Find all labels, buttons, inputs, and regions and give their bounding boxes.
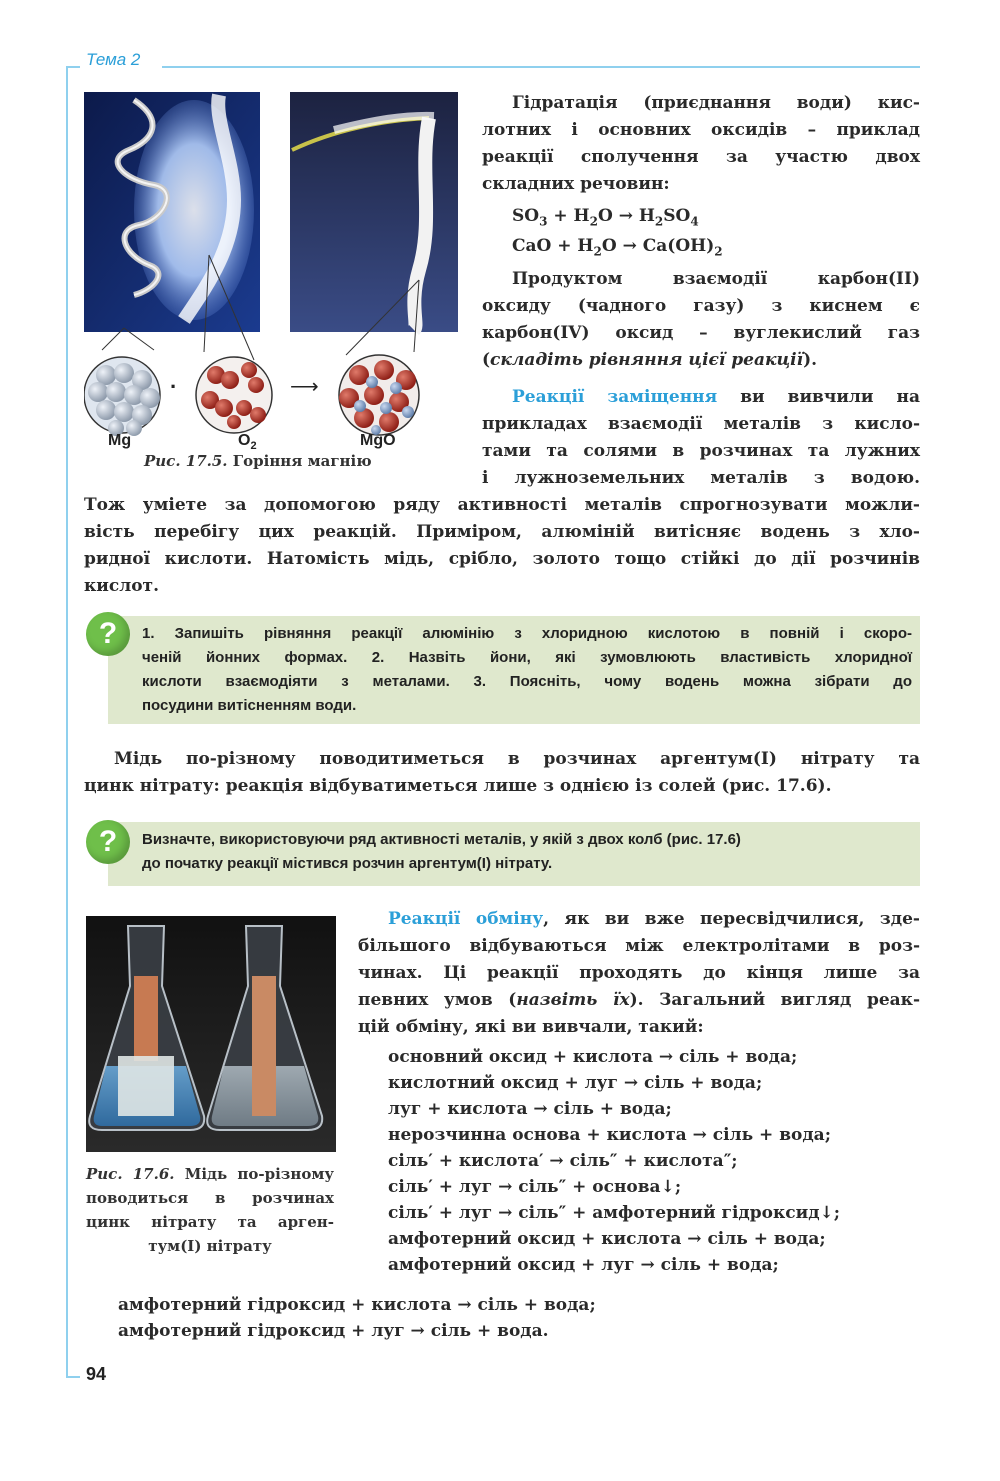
text-line: тум(I) нітрату (148, 1237, 272, 1255)
text-line: Продуктом взаємодії карбон(II) (512, 269, 920, 289)
term-exchange: Реакції обміну (388, 909, 544, 929)
scheme-line: сіль′ + луг → сіль″ + амфотерний гідроксид↓; (388, 1203, 841, 1223)
reaction-arrow: ⟶ (290, 376, 319, 398)
text-line: поводиться в розчинах (86, 1189, 334, 1207)
text-line: ченій йонних формах. 2. Назвіть йони, які зумовлюють властивість хлоридної (142, 649, 912, 666)
magnesium-burning-illustration (84, 90, 464, 480)
text-line: Рис. 17.6. Мідь по-різному (86, 1165, 334, 1183)
text-line: і лужноземельних металів з водою. (482, 468, 920, 488)
frame-left-line (66, 66, 68, 1376)
equation-so3: $SO_3 + H_2O \to H_2SO_4$ (512, 206, 699, 229)
text-line: Мідь по-різному поводитиметься в розчинах аргентум(I) нітрату та (114, 749, 920, 769)
scheme-line: амфотерний гідроксид + луг → сіль + вода. (118, 1321, 549, 1341)
label-mgo: MgO (360, 432, 396, 449)
paragraph-copper (84, 746, 920, 800)
text-line: складних речовин: (482, 174, 670, 194)
text-line: лотних і основних оксидів – приклад (482, 120, 920, 140)
topic-header: Тема 2 (86, 50, 141, 69)
paragraph-exchange (358, 906, 920, 1041)
text-line: Гідратація (приєднання води) кис- (512, 93, 920, 113)
mg-atoms-model (84, 357, 160, 436)
paragraph-substitution-continued (84, 492, 920, 600)
question-1-text (142, 622, 912, 718)
text-line: Тож уміете за допомогою ряду активності металів спрогнозувати можли- (84, 495, 920, 515)
text-line: карбон(IV) оксид – вуглекислий газ (482, 323, 920, 343)
text-line: 1. Запишіть рівняння реакції алюмінію з хлоридною кислотою в повній і скоро- (142, 625, 912, 642)
scheme-line: амфотерний оксид + кислота → сіль + вода; (388, 1229, 826, 1249)
figure-17-6-caption (86, 1162, 334, 1258)
text-line: цій обміну, які ви вивчали, такий: (358, 1017, 704, 1037)
frame-left-tick-top (66, 66, 80, 68)
scheme-line: сіль′ + кислота′ → сіль″ + кислота″; (388, 1151, 738, 1171)
scheme-line: кислотний оксид + луг → сіль + вода; (388, 1073, 763, 1093)
text-line: до початку реакції містився розчин аргентум(I) нітрату. (142, 855, 553, 872)
text-line: прикладах взаємодії металів з кисло- (482, 414, 920, 434)
text-line: більшого відбуваються між електролітами в роз- (358, 936, 920, 956)
text-line: (складіть рівняння цієї реакції). (482, 350, 818, 370)
text-line: вість перебігу цих реакцій. Приміром, алюміній витісняє водень з хло- (84, 522, 920, 542)
text-line: цинк нітрату: реакція відбуватиметься лише з однією із солей (рис. 17.6). (84, 776, 832, 796)
scheme-line: нерозчинна основа + кислота → сіль + вода; (388, 1125, 831, 1145)
frame-bottom-tick (66, 1376, 80, 1378)
scheme-line: сіль′ + луг → сіль″ + основа↓; (388, 1177, 682, 1197)
text-line: Реакції заміщення ви вивчили на (512, 387, 921, 407)
flasks-photo (86, 916, 336, 1152)
text-line: ридної кислоти. Натомість мідь, срібло, золото тощо стійкі до дії розчинів (84, 549, 920, 569)
scheme-line: амфотерний оксид + луг → сіль + вода; (388, 1255, 779, 1275)
dot-operator: · (170, 374, 178, 399)
text-line: Реакції обміну, як ви вже пересвідчилися, зде- (388, 909, 920, 929)
paragraph-carbon-oxide (482, 266, 920, 374)
question-2-text (142, 828, 912, 876)
figure-17-5-caption: Рис. 17.5. Горіння магнію (144, 452, 372, 470)
text-line: цинк нітрату та арген- (86, 1213, 334, 1231)
exchange-schemes (388, 1044, 840, 1278)
equation-cao: CaO + $H_2O \to Ca(OH)_2$ (512, 236, 723, 259)
exchange-schemes-continued (118, 1292, 596, 1344)
text-line: кислоти взаємодіяти з металами. 3. Поясніть, чому водень можна зібрати до (142, 673, 912, 690)
text-line: посудини витісненням води. (142, 697, 357, 714)
label-o2: $O_2$ (238, 432, 257, 453)
mgo-lattice-model (339, 355, 419, 435)
frame-top-line (162, 66, 920, 68)
question-icon: ? (86, 820, 130, 864)
paragraph-substitution (482, 384, 920, 492)
page-number: 94 (86, 1364, 107, 1384)
label-mg: Mg (108, 432, 132, 449)
text-line: кислот. (84, 576, 160, 596)
scheme-line: амфотерний гідроксид + кислота → сіль + вода; (118, 1295, 596, 1315)
o2-molecules-model (196, 357, 272, 433)
term-substitution: Реакції заміщення (512, 387, 718, 407)
scheme-line: основний оксид + кислота → сіль + вода; (388, 1047, 798, 1067)
text-line: певних умов (назвіть їх). Загальний вигляд реак- (358, 990, 921, 1010)
text-line: оксиду (чадного газу) з киснем є (482, 296, 920, 316)
question-icon: ? (86, 612, 130, 656)
scheme-line: луг + кислота → сіль + вода; (388, 1099, 672, 1119)
text-line: Визначте, використовуючи ряд активності металів, у якій з двох колб (рис. 17.6) (142, 831, 741, 848)
paragraph-hydration (482, 90, 920, 198)
figure-17-6 (86, 916, 336, 1152)
text-line: чинах. Ці реакції проходять до кінця лише за (358, 963, 920, 983)
text-line: тами та солями в розчинах та лужних (482, 441, 920, 461)
text-line: реакції сполучення за участю двох (482, 147, 920, 167)
figure-17-5 (84, 90, 464, 480)
